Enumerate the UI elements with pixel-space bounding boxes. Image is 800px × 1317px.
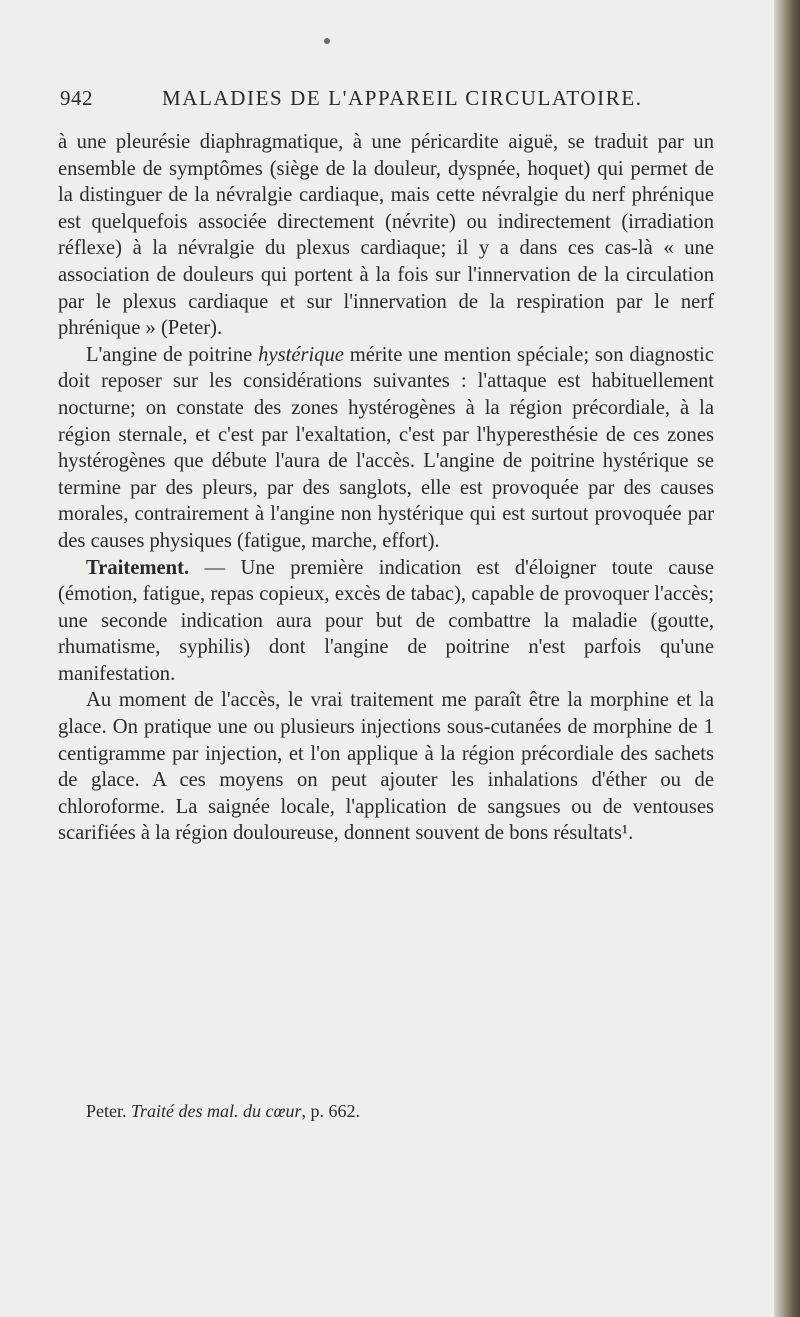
paragraph-2-start: L'angine de poitrine <box>86 343 259 366</box>
page-number: 942 <box>60 86 93 110</box>
book-spine-shadow <box>774 0 800 1317</box>
paragraph-4-text: Au moment de l'accès, le vrai traitement me paraît être la morphine et la glace. On pratique une ou plusieurs injections sous-cutanées de morphine de 1 centigramme par injection, et l'on applique à la région précordiale des sachets de glace. A ces moyens on peut ajouter les inhalations d'éther ou de chloroforme. La saignée locale, l'application de sangsues ou de ventouses scarifiées à la région douloureuse, donnent souvent de bons résultats <box>58 689 714 845</box>
paragraph-1 <box>58 129 714 342</box>
footnote-author: Peter. <box>86 1101 127 1121</box>
paragraph-1-text: à une pleurésie diaphragmatique, à une péricardite aiguë, se traduit par un ensemble de symptômes (siège de la douleur, dyspnée, hoquet) qui permet de la distinguer de la névralgie cardiaque, mais cette névralgie du nerf phrénique est quelquefois associée directement (névrite) ou indirectement (irradiation réflexe) à la névralgie du plexus cardiaque; il y a dans ces cas-là « une association de douleurs qui portent à la fois sur l'innervation de la circulation par le plexus cardiaque et sur l'innervation de la respiration par le nerf phrénique » (Peter). <box>58 131 714 340</box>
paragraph-2 <box>58 342 714 555</box>
print-speck <box>324 38 330 44</box>
running-head: MALADIES DE L'APPAREIL CIRCULATOIRE. <box>162 86 643 110</box>
footnote-page-ref: , p. 662. <box>301 1101 361 1121</box>
paragraph-3 <box>58 555 714 688</box>
paragraph-4 <box>58 687 714 847</box>
footnote-title: Traité des mal. du cœur <box>131 1101 302 1121</box>
page-header <box>60 86 700 116</box>
paragraph-2-rest: mérite une mention spéciale; son diagnostic doit reposer sur les considérations suivantes : l'attaque est habituellement nocturne; on constate des zones hystérogènes à la région précordiale, à la région sternale, et c'est par l'exaltation, c'est par l'hyperesthésie de ces zones hystérogènes que débute l'aura de l'accès. L'angine de poitrine hystérique se termine par des pleurs, par des sanglots, elle est provoquée par des causes morales, contrairement à l'angine non hystérique qui est surtout provoquée par des causes physiques (fatigue, marche, effort). <box>58 343 714 552</box>
section-heading-traitement: Traitement. <box>86 556 190 579</box>
paragraph-3-rest: — Une première indication est d'éloigner toute cause (émotion, fatigue, repas copieux, excès de tabac), capable de provoquer l'accès; une seconde indication aura pour but de combattre la maladie (goutte, rhumatisme, syphilis) dont l'angine de poitrine n'est parfois qu'une manifestation. <box>58 556 714 685</box>
footnote <box>86 1100 360 1122</box>
paragraph-2-italic: hystérique <box>258 343 344 366</box>
footnote-marker: ¹. <box>621 822 634 845</box>
body-text <box>58 129 714 847</box>
